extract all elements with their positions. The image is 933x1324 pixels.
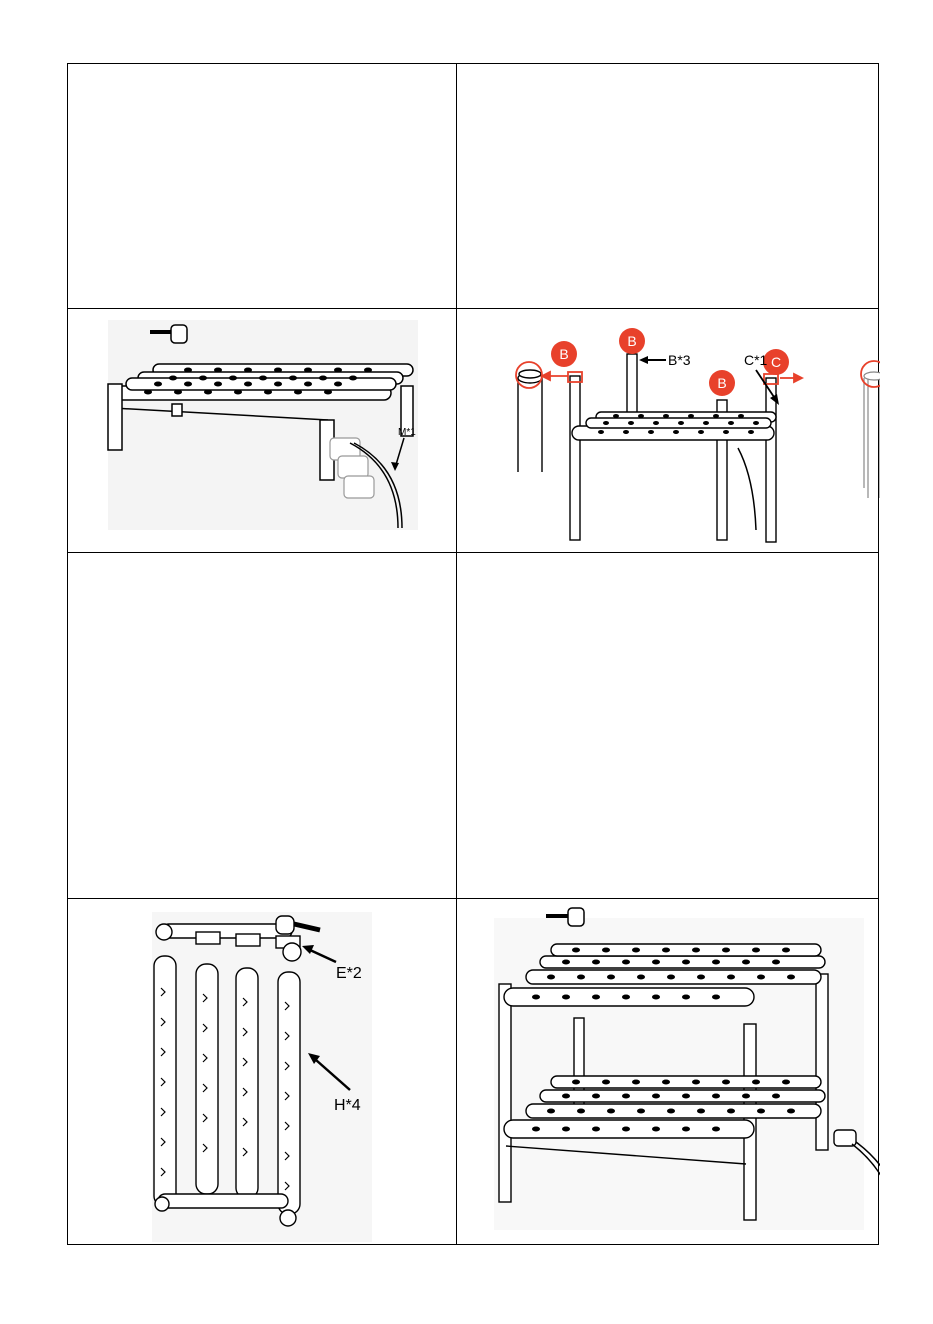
label-b: B*3 — [668, 352, 691, 368]
frame-hose-illustration — [68, 308, 456, 552]
badge-b — [709, 370, 735, 396]
panel-two-tier — [456, 898, 880, 1244]
label-m: M*1 — [398, 427, 416, 438]
panel-frame-hose — [68, 308, 456, 552]
panel-empty-3 — [68, 552, 456, 898]
label-h: H*4 — [334, 1097, 361, 1114]
label-c: C*1 — [744, 352, 768, 368]
svg-text:C: C — [770, 354, 782, 370]
badge-b — [551, 341, 577, 367]
panel-legs — [456, 308, 880, 552]
label-e: E*2 — [336, 965, 362, 982]
panel-empty-1 — [68, 64, 456, 308]
panel-vertical-tubes — [68, 898, 456, 1244]
svg-text:B: B — [717, 375, 727, 391]
svg-text:B: B — [559, 346, 569, 362]
legs-illustration — [456, 308, 880, 552]
svg-text:B: B — [627, 333, 637, 349]
vertical-tubes-illustration — [68, 898, 456, 1244]
two-tier-illustration — [456, 898, 880, 1244]
panel-empty-4 — [456, 552, 880, 898]
panel-empty-2 — [456, 64, 880, 308]
badge-b — [619, 328, 645, 354]
hose — [738, 448, 756, 530]
instruction-grid — [67, 63, 879, 1245]
